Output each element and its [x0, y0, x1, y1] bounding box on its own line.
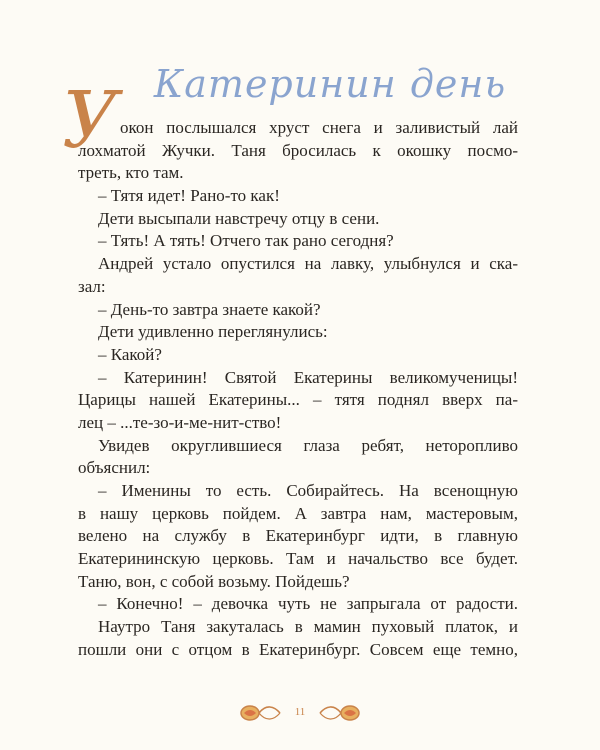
text-line: – Какой? [98, 344, 162, 364]
text-line: Увидев округлившиеся глаза ребят, неторопливо [98, 435, 518, 455]
text-line: лохматой Жучки. Таня бросилась к окошку посмо- [78, 140, 518, 160]
text-line: – Тять! А тять! Отчего так рано сегодня? [98, 231, 394, 251]
chapter-title: Катеринин день [153, 62, 507, 106]
text-line: объяснил: [78, 458, 151, 478]
page-number: 11 [294, 706, 306, 718]
ornament-right-icon [318, 702, 362, 724]
text-line: лец – ...те-зо-и-ме-нит-ство! [78, 412, 282, 432]
text-line: – Тятя идет! Рано-то как! [98, 186, 280, 206]
text-line: – Катеринин! Святой Екатерины великомученицы! [98, 367, 518, 387]
text-line: треть, кто там. [78, 163, 184, 183]
text-line: пошли они с отцом в Екатеринбург. Совсем еще темно, [78, 639, 518, 659]
drop-cap: У [62, 76, 119, 166]
text-line: – Конечно! – девочка чуть не запрыгала от радости. [98, 594, 518, 614]
text-line: велено на службу в Екатеринбург идти, в главную [78, 526, 518, 546]
text-line: окон послышался хруст снега и заливистый лай [120, 118, 518, 137]
text-line: Таню, вон, с собой возьму. Пойдешь? [78, 571, 350, 591]
text-line: Царицы нашей Екатерины... – тятя поднял вверх па- [78, 390, 518, 410]
text-line: Андрей устало опустился на лавку, улыбнулся и ска- [98, 254, 518, 274]
text-line: Дети удивленно переглянулись: [98, 322, 328, 342]
text-line: Дети высыпали навстречу отцу в сени. [98, 208, 380, 228]
page-footer [0, 700, 600, 726]
text-line: Наутро Таня закуталась в мамин пуховый платок, и [98, 617, 518, 637]
text-line: – Именины то есть. Собирайтесь. На всенощную [98, 481, 518, 500]
text-line: в нашу церковь пойдем. А завтра нам, мастеровым, [78, 503, 518, 523]
text-line: – День-то завтра знаете какой? [98, 299, 321, 319]
body-text [78, 117, 518, 662]
text-line: Екатерининскую церковь. Там и начальство все будет. [78, 549, 518, 569]
text-line: зал: [78, 276, 106, 296]
ornament-left-icon [238, 702, 282, 724]
